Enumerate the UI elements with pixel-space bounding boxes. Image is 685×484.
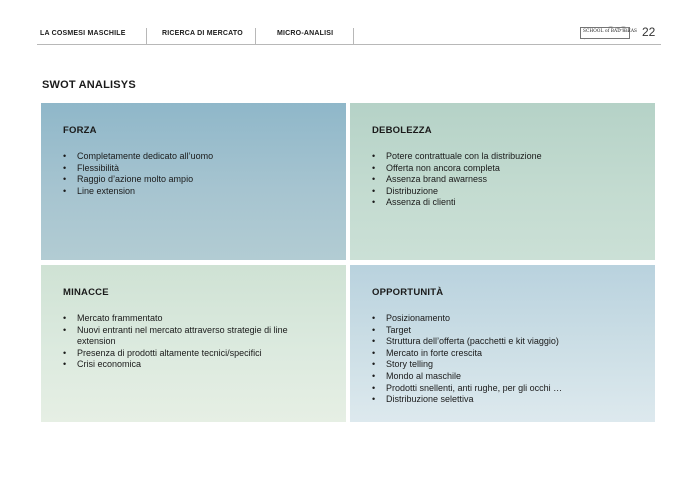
swot-strengths-panel	[41, 103, 346, 260]
swot-opportunities-panel	[350, 265, 655, 422]
list-item: • Crisi economica	[63, 359, 303, 371]
list-item: • Distribuzione selettiva	[372, 394, 655, 406]
list-item: • Nuovi entranti nel mercato attraverso strategie di line extension	[63, 325, 303, 348]
list-item: • Target	[372, 325, 655, 337]
swot-threats-panel	[41, 265, 346, 422]
opportunities-list	[372, 313, 655, 406]
list-item: • Posizionamento	[372, 313, 655, 325]
list-item: • Completamente dedicato all’uomo	[63, 151, 346, 163]
strengths-heading: FORZA	[63, 125, 97, 136]
list-item: • Presenza di prodotti altamente tecnici/specifici	[63, 348, 303, 360]
list-item: • Mercato frammentato	[63, 313, 303, 325]
threats-list	[63, 313, 303, 371]
list-item: • Mondo al maschile	[372, 371, 655, 383]
nav-item-cosmesi-maschile[interactable]: LA COSMESI MASCHILE	[40, 30, 126, 37]
logo-text: SCHOOL of BAD IDEAS	[583, 29, 638, 34]
list-item: • Mercato in forte crescita	[372, 348, 655, 360]
threats-heading: MINACCE	[63, 287, 109, 298]
page-header	[0, 0, 685, 48]
school-of-bad-ideas-logo	[580, 26, 638, 40]
list-item: • Struttura dell’offerta (pacchetti e kit viaggio)	[372, 336, 655, 348]
weaknesses-list	[372, 151, 655, 209]
list-item: • Raggio d’azione molto ampio	[63, 174, 346, 186]
nav-separator	[146, 28, 147, 44]
opportunities-heading: OPPORTUNITÀ	[372, 287, 444, 298]
page-number: 22	[642, 25, 656, 39]
nav-separator	[255, 28, 256, 44]
list-item: • Offerta non ancora completa	[372, 163, 655, 175]
list-item: • Story telling	[372, 359, 655, 371]
nav-separator	[353, 28, 354, 44]
nav-item-micro-analisi[interactable]: MICRO-ANALISI	[277, 30, 334, 37]
list-item: • Assenza brand awarness	[372, 174, 655, 186]
list-item: • Distribuzione	[372, 186, 655, 198]
header-divider	[37, 44, 661, 45]
weaknesses-heading: DEBOLEZZA	[372, 125, 432, 136]
list-item: • Flessibilità	[63, 163, 346, 175]
list-item: • Line extension	[63, 186, 346, 198]
list-item: • Assenza di clienti	[372, 197, 655, 209]
list-item: • Potere contrattuale con la distribuzione	[372, 151, 655, 163]
swot-weaknesses-panel	[350, 103, 655, 260]
strengths-list	[63, 151, 346, 197]
list-item: • Prodotti snellenti, anti rughe, per gli occhi …	[372, 383, 655, 395]
nav-item-ricerca-di-mercato[interactable]: RICERCA DI MERCATO	[162, 30, 243, 37]
page-title: SWOT ANALISYS	[42, 79, 136, 91]
